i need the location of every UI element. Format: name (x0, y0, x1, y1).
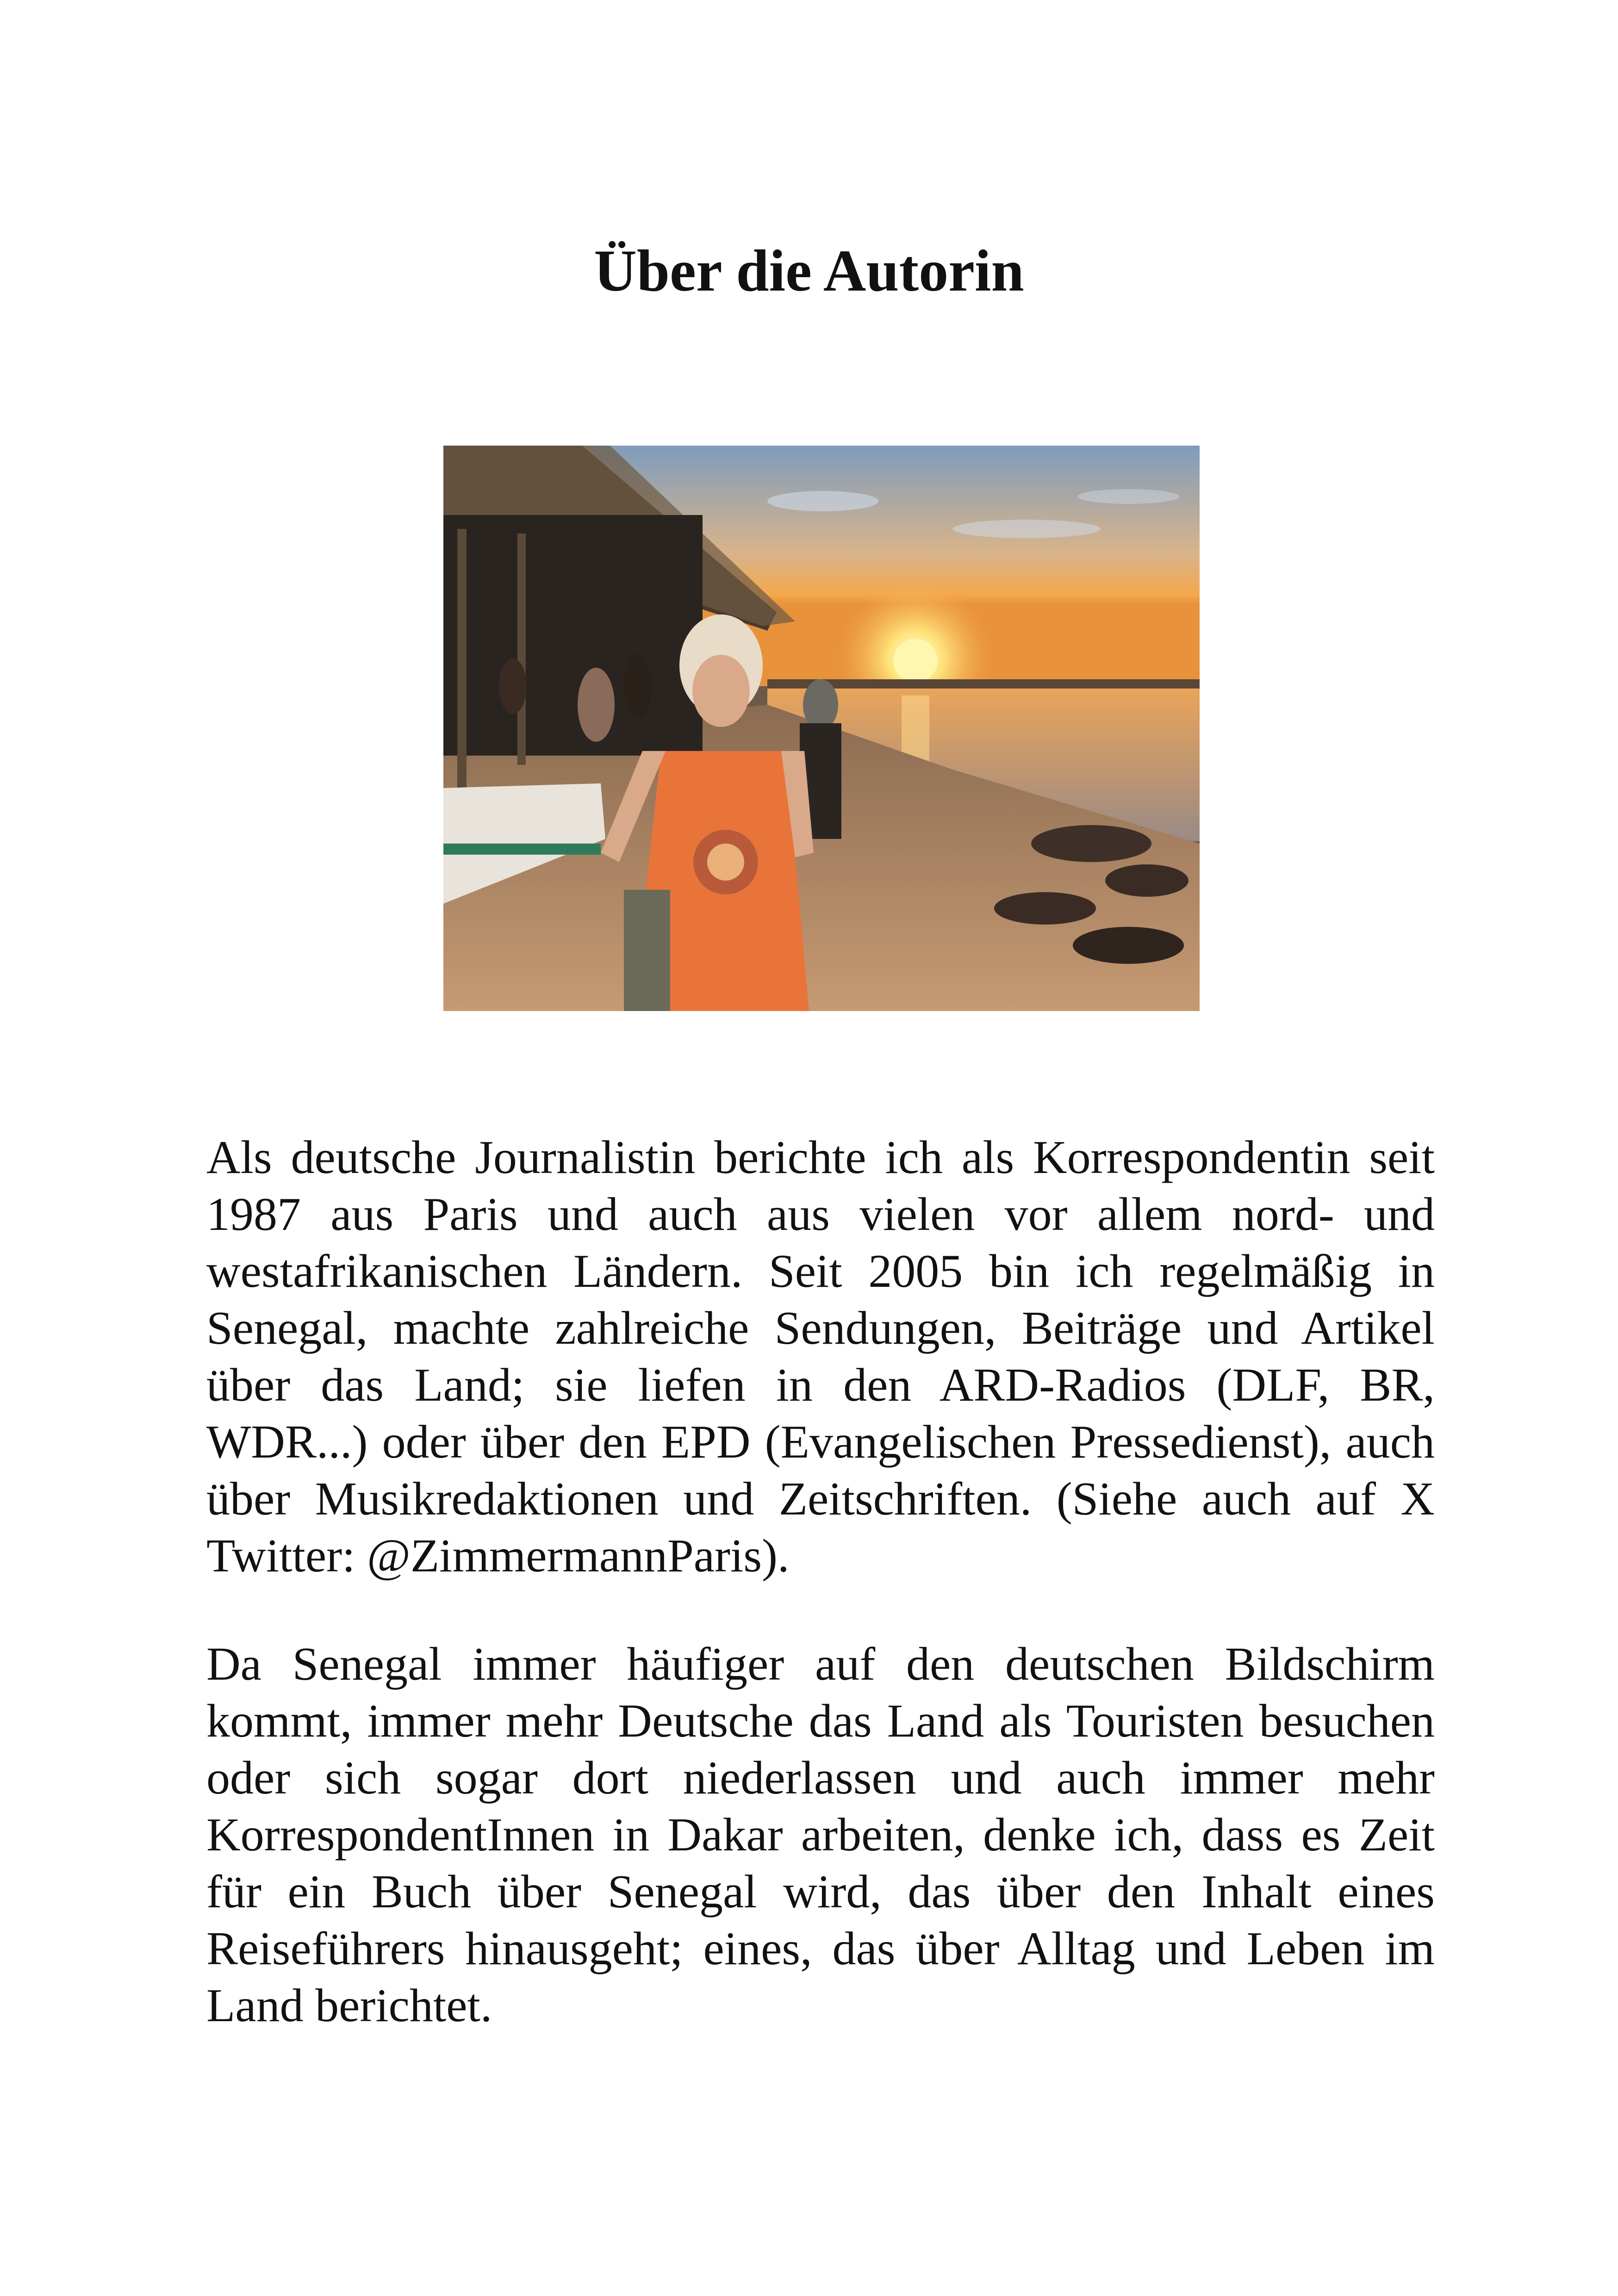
page-title: Über die Autorin (594, 238, 1024, 304)
author-photo (443, 446, 1200, 1011)
paragraph-intro: Als deutsche Journalistin berichte ich als Korrespondentin seit 1987 aus Paris und auch aus vielen vor allem nord- und westafrikanischen Ländern. Seit 2005 bin ich regelmäßig in Senegal, machte zahlreiche Sendungen, Beiträge und Artikel über das Land; sie liefen in den ARD-Radios (DLF, BR, WDR...) oder über den EPD (Evangelischen Pressedienst), auch über Musikredaktionen und Zeitschriften. (Siehe auch auf X Twitter: @ZimmermannParis). (206, 1131, 1435, 1582)
paragraph-motivation: Da Senegal immer häufiger auf den deutschen Bildschirm kommt, immer mehr Deutsche das Land als Touristen besuchen oder sich sogar dort niederlassen und auch immer mehr KorrespondentInnen in Dakar arbeiten, denke ich, dass es Zeit für ein Buch über Senegal wird, das über den Inhalt eines Reiseführers hinausgeht; eines, das über Alltag und Leben im Land berichtet. (206, 1638, 1435, 2032)
